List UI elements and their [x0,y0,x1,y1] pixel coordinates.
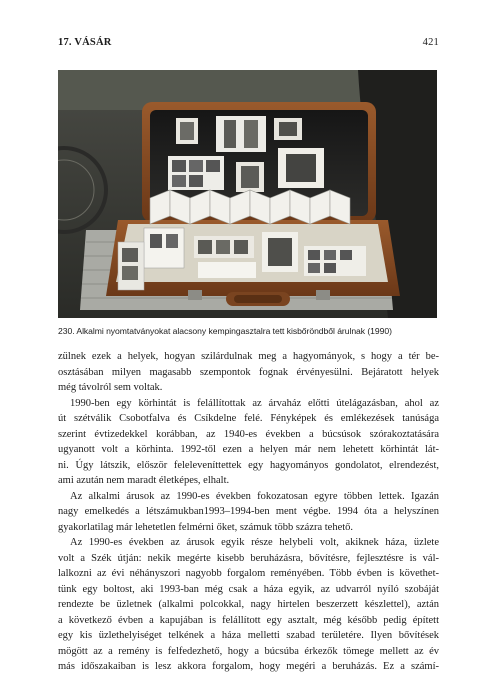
page-number: 421 [422,37,439,48]
text-line: rendezte be üzletnek (alkalmi polcokkal, nagy hirtelen beszerzett készlettel), aztán [58,599,439,610]
text-line: ni. Úgy látszik, először feleleveníttettek egy hagyományos gondolatot, elrendezést, [58,459,439,471]
paragraph-2 [58,396,439,489]
running-head [58,37,439,48]
text-line: Az alkalmi árusok az 1990-es években fokozatosan egyre többen lettek. Igazán [70,490,439,502]
figure-caption: 230. Alkalmi nyomtatványokat alacsony kempingasztalra tett kisbőröndből árulnak (1990) [58,326,392,336]
paragraph-1 [58,349,439,396]
text-line: a következő évben a kapujában is felállított egy asztalt, még később pedig épített [58,614,439,626]
text-line: 1990-ben egy körhintát is felállítottak az árvaház előtti útelágazásban, ahol az [70,397,439,409]
text-line: zülnek ezek a helyek, hogyan szilárdulnak meg a hagyományok, s hogy a tér be- [58,351,439,362]
text-line: út szétválik Csobotfalva és Csíkdelne felé. Fényképek és emlékezések tanúsága [58,413,439,424]
text-line: nagy emelkedés a létszámukban1993–1994-ben ment végbe. 1994 óta a helyszínen [58,506,439,517]
text-line: volt a Szék útján: nekik megérte kisebb beruházásra, bővítésre, fejlesztésre is vál- [58,552,439,564]
body-text [58,349,439,675]
text-line: még távolról sem voltak. [58,382,163,393]
text-line: szerint évtizedekkel korábban, az 1940-es években a búcsúsok szórakoztatására [58,428,439,440]
text-line: osztásában milyen magasabb szempontok fognak érvényesülni. Bejáratott helyek [58,366,439,378]
text-line: gyakorlatilag már lehetetlen felmérni őket, számuk több százra tehető. [58,521,354,533]
chapter-title: 17. VÁSÁR [58,37,112,48]
photo-suitcase-stall [58,70,437,318]
text-line: egy kis üzlethelyiséget telkének a háza melletti szabad területére. Ilyen bővítések [58,630,439,641]
text-line: tünk egy boltost, aki 1993-ban még csak a háza egyik, az udvarról nyíló szobáját [58,583,439,595]
text-line: mögött az a remény is felfedezhető, hogy a búcsúba érkezők tömege mellett az év [58,645,439,657]
text-line: ugyanott volt a körhinta. 1992-től ezen a helyen már nem lehetett körhintát lát- [58,444,439,455]
paragraph-4 [58,535,439,675]
paragraph-3 [58,489,439,536]
photo-illustration [58,70,437,318]
text-line: lalkozni az évi néhányszori nagyobb forgalom reményében. Több évben is követhet- [58,568,439,579]
text-line: más időszakaiban is lesz akkora forgalom, hogy megéri a beruházás. Ez a számí- [58,661,439,672]
text-line: ami azután nem maradt életképes, elhalt. [58,475,230,486]
text-line: Az 1990-es években az árusok egyik része helybeli volt, akiknek háza, üzlete [70,537,439,548]
